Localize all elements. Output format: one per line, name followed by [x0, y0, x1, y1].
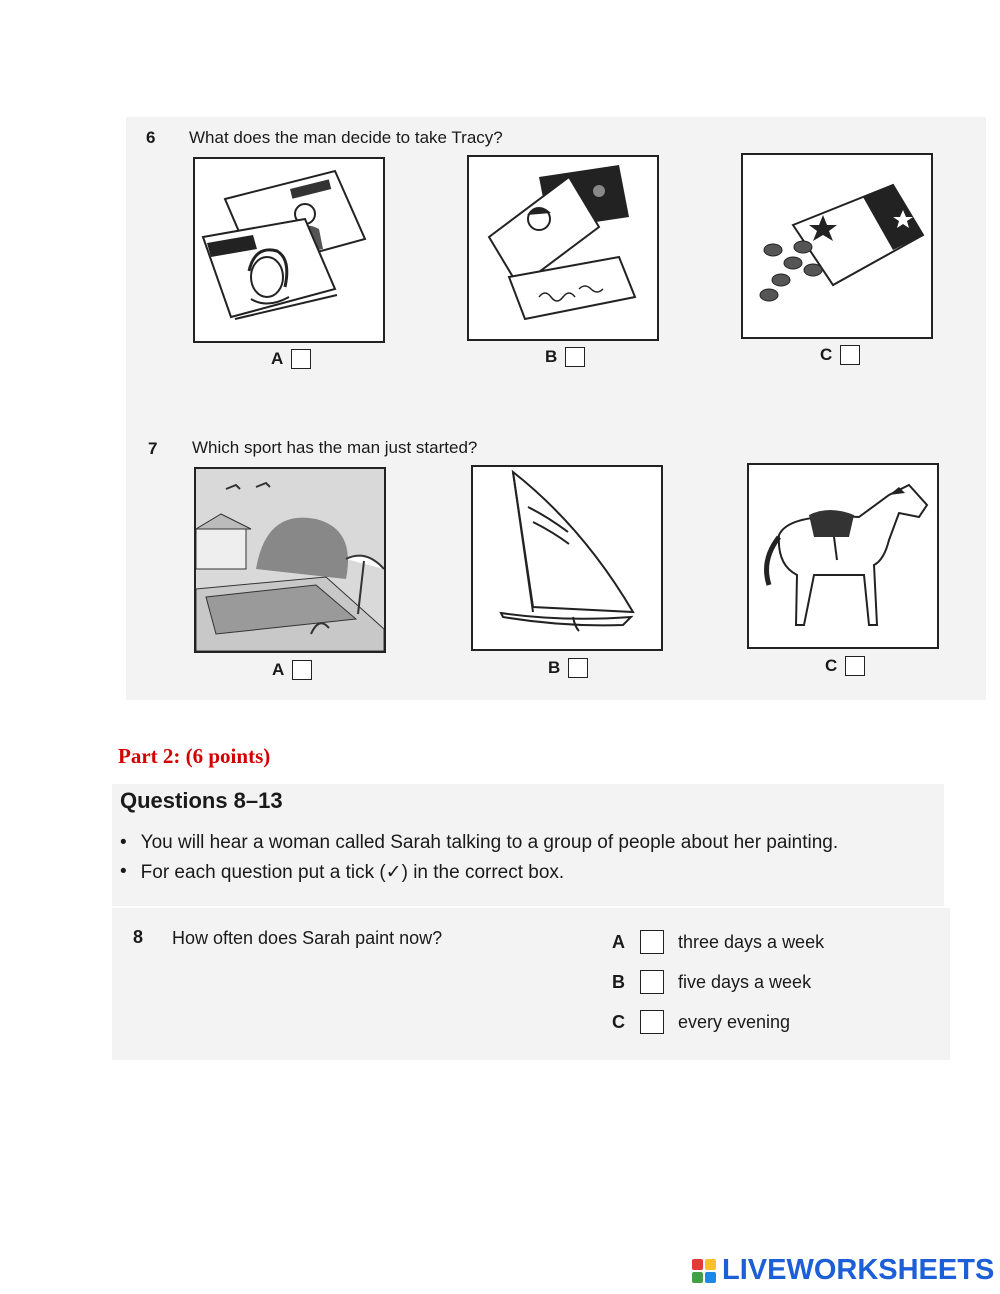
instruction-text: For each question put a tick (✓) in the correct box.	[140, 862, 565, 883]
answer-checkbox[interactable]	[565, 347, 585, 367]
magazines-picture	[193, 157, 385, 343]
answer-checkbox[interactable]	[845, 656, 865, 676]
logo-square	[705, 1272, 716, 1283]
question-7-number: 7	[148, 439, 158, 458]
question-7-text: Which sport has the man just started?	[192, 438, 478, 457]
question-6-option-a	[271, 349, 311, 369]
question-8-choice-c	[612, 1010, 790, 1034]
question-7-option-b	[548, 658, 588, 678]
logo-square	[692, 1259, 703, 1270]
question-8-choice-a	[612, 930, 824, 954]
answer-checkbox[interactable]	[640, 970, 664, 994]
answer-checkbox[interactable]	[291, 349, 311, 369]
answer-checkbox[interactable]	[568, 658, 588, 678]
option-letter: A	[271, 349, 284, 368]
horse-riding-picture	[747, 463, 939, 649]
part-2-title: Part 2: (6 points)	[118, 744, 271, 768]
windsurfing-picture	[471, 465, 663, 651]
question-8-number: 8	[133, 927, 144, 947]
choice-text: three days a week	[678, 931, 825, 952]
bullet-icon: •	[120, 832, 127, 853]
question-8-text: How often does Sarah paint now?	[172, 928, 443, 948]
bag-of-sweets-picture	[741, 153, 933, 339]
instruction-bullet	[120, 861, 564, 884]
logo-text: LIVEWORKSHEETS	[722, 1254, 995, 1286]
choice-letter: B	[612, 971, 625, 992]
question-7-option-c	[825, 656, 865, 676]
answer-checkbox[interactable]	[640, 1010, 664, 1034]
question-8-choice-b	[612, 970, 811, 994]
question-6-option-c	[820, 345, 860, 365]
choice-text: five days a week	[678, 971, 812, 992]
question-6-option-b	[545, 347, 585, 367]
logo-mark-icon	[692, 1259, 716, 1283]
choice-text: every evening	[678, 1011, 791, 1032]
option-letter: C	[825, 656, 838, 675]
logo-square	[692, 1272, 703, 1283]
swimming-pool-picture	[194, 467, 386, 653]
answer-checkbox[interactable]	[292, 660, 312, 680]
question-6-number: 6	[146, 128, 156, 147]
question-7-option-a	[272, 660, 312, 680]
bullet-icon: •	[120, 861, 127, 882]
questions-heading: Questions 8–13	[120, 788, 283, 813]
choice-letter: A	[612, 931, 625, 952]
logo-square	[705, 1259, 716, 1270]
instruction-text: You will hear a woman called Sarah talking to a group of people about her painting.	[140, 832, 839, 853]
option-letter: B	[545, 347, 558, 366]
question-6-text: What does the man decide to take Tracy?	[189, 128, 503, 147]
answer-checkbox[interactable]	[640, 930, 664, 954]
instruction-bullet	[120, 832, 838, 854]
choice-letter: C	[612, 1011, 625, 1032]
answer-checkbox[interactable]	[840, 345, 860, 365]
option-letter: B	[548, 658, 561, 677]
cassette-tapes-picture	[467, 155, 659, 341]
liveworksheets-logo[interactable]	[692, 1254, 994, 1287]
option-letter: A	[272, 660, 285, 679]
option-letter: C	[820, 345, 833, 364]
